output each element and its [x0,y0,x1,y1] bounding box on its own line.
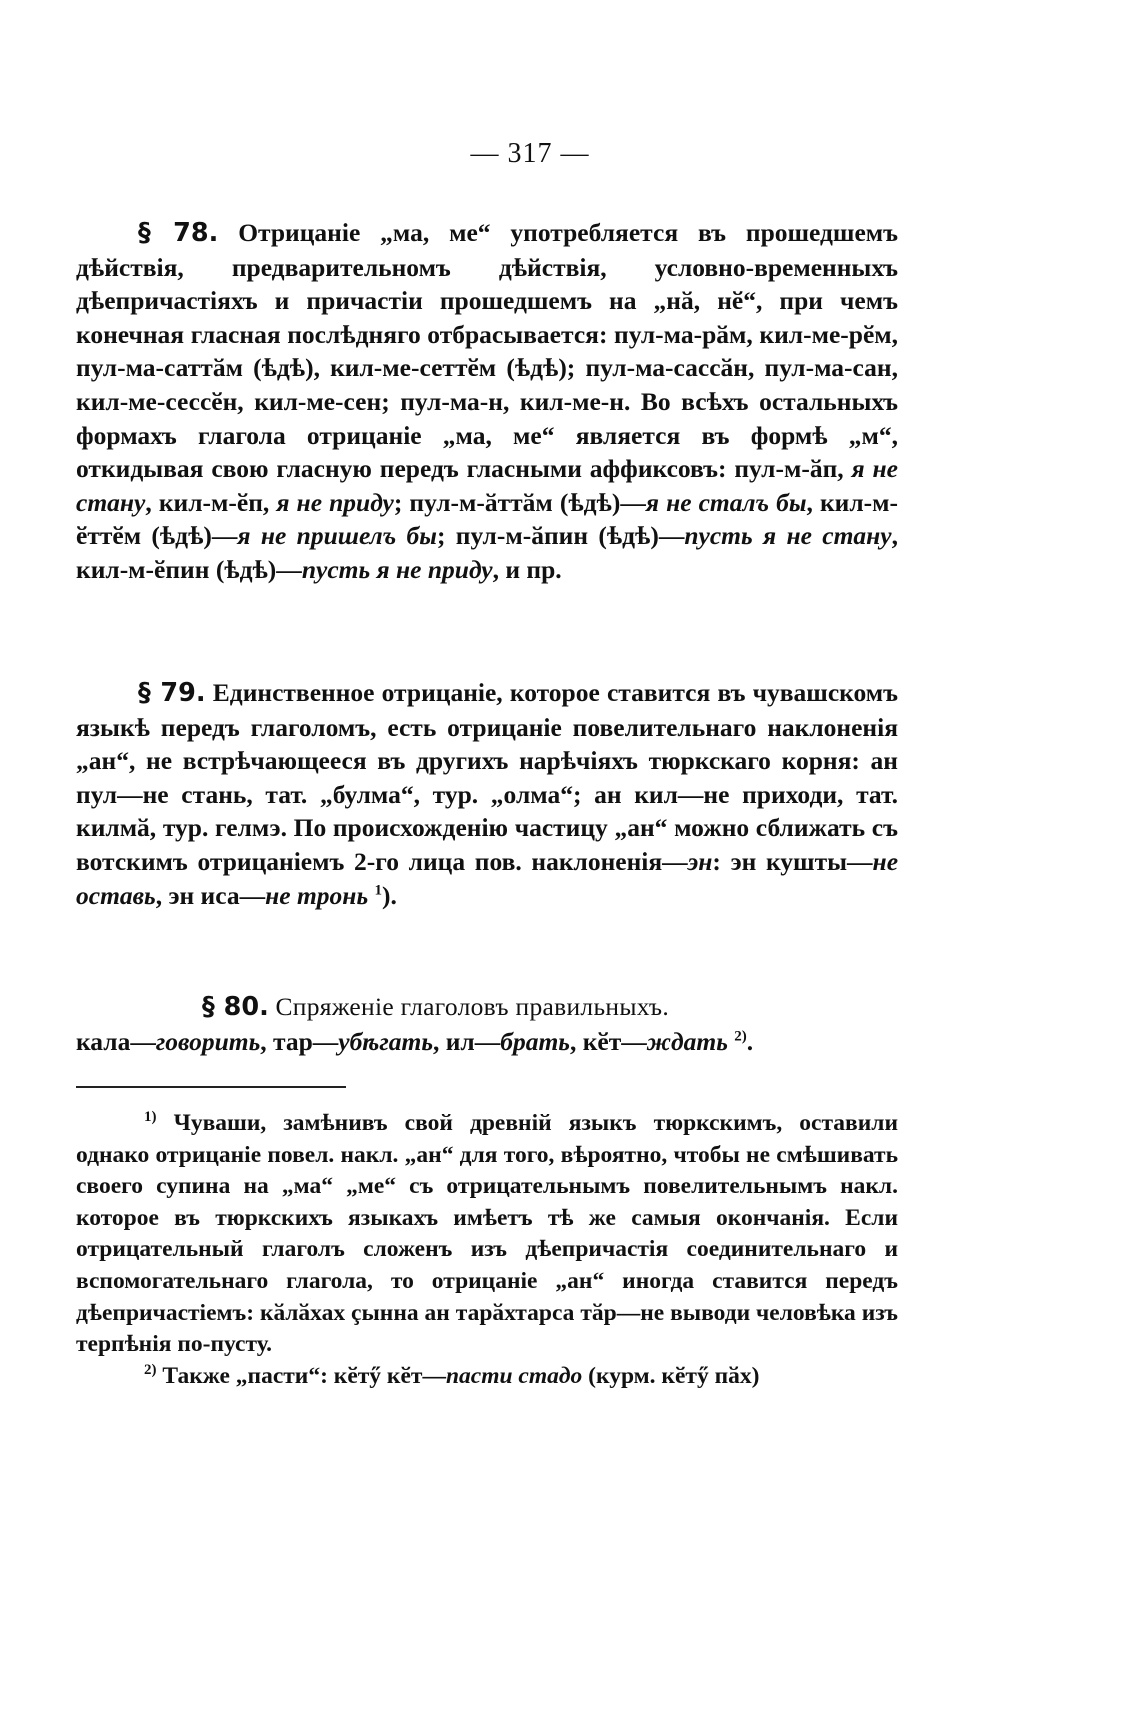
footnote-2-italic: пасти стадо [445,1362,583,1389]
text-run: , и пр. [492,554,562,584]
verb-translation: говорить [155,1026,261,1056]
text-run: , эн иса— [155,880,266,910]
translation-italic: эн [687,846,713,876]
footnote-2-text: Также „пасти“: кӗтӳ кӗт— [156,1362,446,1389]
text-run: Отрицаніе „ма, ме“ употребляется въ прошедшемъ дѣйствія, предварительномъ дѣйствія, условно-временныхъ дѣепричастіяхъ и причастіи прошедшемъ на „нӑ, нӗ“, при чемъ конечная гласная послѣдняго отбрасывается: пул-ма-рӑм, кил-ме-рӗм, пул-ма-саттӑм (ѣдѣ), кил-ме-сеттӗм (ѣдѣ); пул-ма-сассӑн, пул-ма-сан, кил-ме-сессӗн, кил-ме-сен; пул-ма-н, кил-ме-н. Во всѣхъ остальныхъ формахъ глагола отрицаніе „ма, ме“ является въ формѣ „м“, откидывая свою гласную передъ гласными аффиксовъ: пул-м-ӑп, [76,218,898,484]
footnote-2 [76,1361,898,1393]
verb: кӗт [582,1026,622,1056]
footnote-ref-1[interactable]: 1 [374,882,382,899]
verb: кала [76,1026,131,1056]
footnotes [76,1108,898,1392]
translation-italic: не тронь [265,880,369,910]
section-78-number: § 78. [138,218,219,248]
footnote-2-mark: 2) [144,1361,157,1378]
translation-italic: я не сталъ бы [645,487,807,517]
verb-translation: ждать [646,1026,728,1056]
text-run: . [746,1026,754,1056]
page-number: — 317 — [470,138,590,169]
footnote-2-text-end: (курм. кӗтӳ пӑх) [582,1362,760,1389]
text-run: : эн кушты— [712,846,873,876]
text-run: , кил-м-ӗттӗм (ѣдѣ)— [76,487,899,551]
translation-italic: я не пришелъ бы [237,521,437,551]
verb-translation: брать [500,1026,570,1056]
text-run: ; пул-м-ӑпин (ѣдѣ)— [436,521,685,551]
section-79-number: § 79. [138,678,206,708]
footnote-divider [76,1086,346,1088]
verb: тар [272,1026,313,1056]
translation-italic: не оставь [76,846,899,910]
paragraph-78 [76,216,898,587]
text-run: Единственное отрицаніе, которое ставится въ чувашскомъ языкѣ передъ глаголомъ, есть отрицаніе повелительнаго наклоненія „ан“, не встрѣчающееся въ другихъ нарѣчіяхъ тюркскаго корня: ан пул—не стань, тат. „булма“, тур. „олма“; ан кил—не приходи, тат. килмӑ, тур. гелмэ. По происхожденію частицу „ан“ можно сближать съ вотскимъ отрицаніемъ 2-го лица пов. наклоненія— [76,678,898,876]
translation-italic: пусть я не стану [684,521,892,551]
section-80-heading [76,990,898,1025]
footnote-ref-2[interactable]: 2) [734,1028,747,1045]
verb-translation: убѣгать [338,1026,433,1056]
verb-examples: кала—говорить, тар—убѣгать, ил—брать, кӗт—ждать $^{2)}$. [76,1026,754,1056]
footnote-1-mark: 1) [144,1109,157,1126]
text-run: ; пул-м-ӑттӑм (ѣдѣ)— [393,487,646,517]
paragraph-79 [76,676,898,912]
text-run: , кил-м-ӗп, [145,487,277,517]
paragraph-78-text [76,216,898,587]
translation-italic: я не приду [276,487,394,517]
footnote-1-text: Чуваши, замѣнивъ свой древній языкъ тюркскимъ, оставили однако отрицаніе повел. накл. „ан“ для того, вѣроятно, чтобы не смѣшивать своего супина на „ма“ „ме“ съ отрицательнымъ повелительнымъ накл. которое въ тюркскихъ языкахъ имѣетъ тѣ же самыя окончанія. Если отрицательный глаголъ сложенъ изъ дѣепричастія соединительнаго и вспомогательнаго глагола, то отрицаніе „ан“ иногда ставится передъ дѣепричастіемъ: кӑлӑхах çынна ан тарӑхтарса тӑр—не выводи человѣка изъ терпѣнія по-пусту. [76,1110,898,1358]
text-run: ). [382,880,397,910]
section-80-title: Спряженіе глаголовъ правильныхъ. [268,992,670,1021]
footnote-1 [76,1108,898,1361]
translation-italic: я не стану [76,454,898,517]
paragraph-79-text [76,676,898,912]
section-80-number: § 80. [202,992,269,1022]
text-run: , кил-м-ӗпин (ѣдѣ)— [76,521,898,584]
translation-italic: пусть я не приду [301,554,493,584]
verb: ил [445,1026,475,1056]
paragraph-80 [76,990,898,1058]
